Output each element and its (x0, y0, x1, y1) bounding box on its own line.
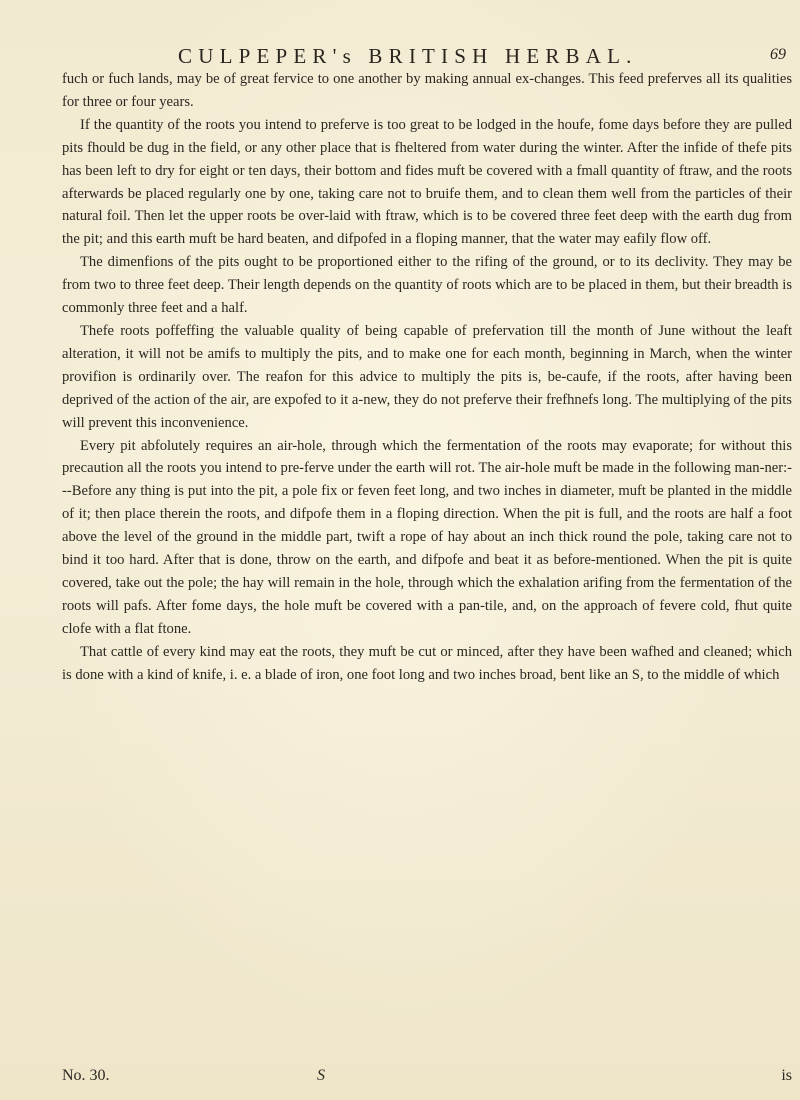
paragraph: If the quantity of the roots you intend to preferve is too great to be lodged in the houfe, fome days before they are pulled pits fhould be dug in the field, or any other place that is fheltered from water during the winter. After the infide of thefe pits has been left to dry for eight or ten days, their bottom and fides muft be covered with a fmall quantity of ftraw, and the roots afterwards be placed regularly one by one, taking care not to bruife them, and to clean them well from the particles of their natural foil. Then let the upper roots be over-laid with ftraw, which is to be covered three feet deep with the earth dug from the pit; and this earth muft be hard beaten, and difpofed in a floping manner, that the water may eafily flow off. (62, 116, 792, 248)
catchword: is (781, 1067, 792, 1084)
page-number: 69 (770, 46, 786, 63)
body-text (62, 68, 792, 686)
page-footer (62, 1067, 792, 1091)
paragraph: The dimenfions of the pits ought to be proportioned either to the rifing of the ground, or to its declivity. They may be from two to three feet deep. Their length depends on the quantity of roots which are to be placed in them, but their breadth is commonly three feet and a half. (62, 254, 792, 317)
paragraph: fuch or fuch lands, may be of great fervice to one another by making annual ex-changes. This feed preferves all its qualities for three or four years. (62, 71, 792, 110)
paragraph: That cattle of every kind may eat the roots, they muft be cut or minced, after they have been wafhed and cleaned; which is done with a kind of knife, i. e. a blade of iron, one foot long and two inches broad, bent like an S, to the middle of which (62, 643, 792, 683)
signature-mark: S (317, 1067, 325, 1084)
issue-number: No. 30. (62, 1067, 110, 1084)
paragraph: Every pit abfolutely requires an air-hole, through which the fermentation of the roots may evaporate; for without this precaution all the roots you intend to pre-ferve under the earth will rot. The air-hole muft be made in the following man-ner:---Before any thing is put into the pit, a pole fix or feven feet long, and two inches in diameter, muft be planted in the middle of it; then place therein the roots, and difpofe them in a floping direction. When the pit is full, and the roots are half a foot above the level of the ground in the middle part, twift a rope of hay about an inch thick round the pole, taking care not to bind it too hard. After that is done, throw on the earth, and difpofe and beat it as before-mentioned. When the pit is quite covered, take out the pole; the hay will remain in the hole, through which the exhalation arifing from the fermentation of the roots will pafs. After fome days, the hole muft be covered with a pan-tile, and, on the approach of fevere cold, fhut quite clofe with a flat ftone. (62, 437, 792, 637)
running-title: CULPEPER's BRITISH HERBAL. (178, 44, 638, 68)
paragraph: Thefe roots poffeffing the valuable quality of being capable of prefervation till the month of June without the leaft alteration, it will not be amifs to multiply the pits, and to make one for each month, beginning in March, when the winter provifion is ordinarily over. The reafon for this advice to multiply the pits is, be-caufe, if the roots, after having been deprived of the action of the air, are expofed to it a-new, they do not preferve their frefhnefs long. The multiplying of the pits will prevent this inconvenience. (62, 322, 792, 431)
